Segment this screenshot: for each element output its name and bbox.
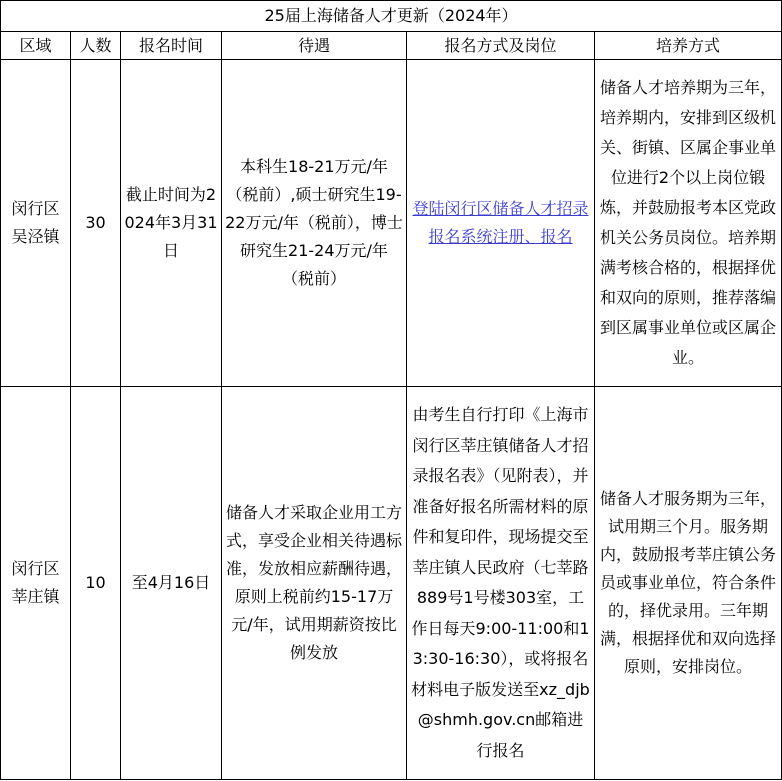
method-cell: [407, 60, 595, 387]
district-cell: 闵行区莘庄镇: [1, 387, 71, 780]
header-district: 区域: [1, 32, 71, 60]
count-cell: 30: [71, 60, 121, 387]
table-row: [1, 387, 782, 780]
count-cell: 10: [71, 387, 121, 780]
table-row: [1, 60, 782, 387]
registration-system-link[interactable]: 登陆闵行区储备人才招录报名系统注册、报名: [412, 199, 589, 246]
time-cell: 至4月16日: [121, 387, 222, 780]
training-cell: 储备人才服务期为三年，试用期三个月。服务期内，鼓励报考莘庄镇公务员或事业单位，符合条件的，择优录用。三年期满，根据择优和双向选择原则，安排岗位。: [595, 387, 782, 780]
training-cell: 储备人才培养期为三年，培养期内，安排到区级机关、街镇、区属企事业单位进行2个以上岗位锻炼，并鼓励报考本区党政机关公务员岗位。培养期满考核合格的，根据择优和双向的原则，推荐落编到区属事业单位或区属企业。: [595, 60, 782, 387]
header-row: [1, 32, 782, 60]
district-cell: 闵行区吴泾镇: [1, 60, 71, 387]
treatment-cell: 本科生18-21万元/年（税前）,硕士研究生19-22万元/年（税前），博士研究生21-24万元/年（税前）: [222, 60, 407, 387]
time-cell: 截止时间为2024年3月31日: [121, 60, 222, 387]
header-count: 人数: [71, 32, 121, 60]
method-cell: 由考生自行打印《上海市闵行区莘庄镇储备人才招录报名表》（见附表），并准备好报名所需材料的原件和复印件，现场提交至莘庄镇人民政府（七莘路889号1号楼303室，工作日每天9:00-11:00和13:30-16:30），或将报名材料电子版发送至xz_djb@shmh.gov.cn邮箱进行报名: [407, 387, 595, 780]
header-method: 报名方式及岗位: [407, 32, 595, 60]
header-training: 培养方式: [595, 32, 782, 60]
table-title: 25届上海储备人才更新（2024年）: [1, 1, 782, 32]
header-time: 报名时间: [121, 32, 222, 60]
treatment-cell: 储备人才采取企业用工方式，享受企业相关待遇标准，发放相应薪酬待遇，原则上税前约15-17万元/年，试用期薪资按比例发放: [222, 387, 407, 780]
header-treatment: 待遇: [222, 32, 407, 60]
